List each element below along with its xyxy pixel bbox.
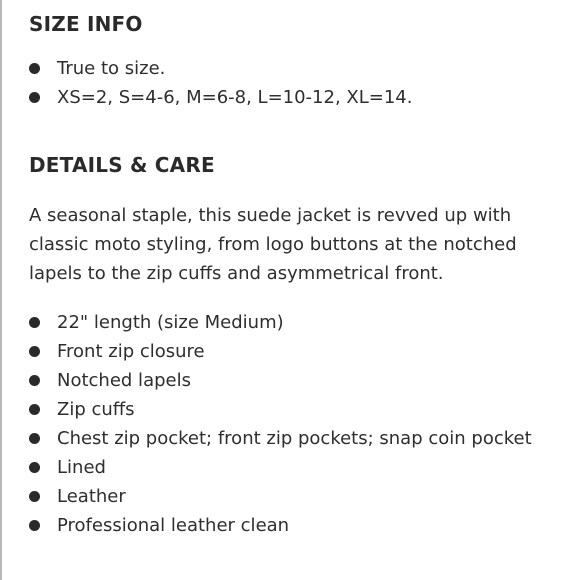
list-item bbox=[29, 453, 562, 482]
size-info-heading: SIZE INFO bbox=[29, 12, 143, 36]
list-item bbox=[29, 424, 562, 453]
list-item bbox=[29, 337, 562, 366]
bullet-icon bbox=[29, 346, 40, 357]
list-item-text: Zip cuffs bbox=[57, 399, 135, 420]
list-item-text: Notched lapels bbox=[57, 370, 191, 391]
bullet-icon bbox=[29, 520, 40, 531]
list-item-text: 22" length (size Medium) bbox=[57, 312, 284, 333]
size-info-list bbox=[29, 54, 562, 112]
bullet-icon bbox=[29, 433, 40, 444]
details-care-list bbox=[29, 308, 562, 540]
bullet-icon bbox=[29, 462, 40, 473]
list-item bbox=[29, 482, 562, 511]
list-item-text: Leather bbox=[57, 486, 126, 507]
list-item bbox=[29, 308, 562, 337]
list-item-text: Front zip closure bbox=[57, 341, 205, 362]
content-area bbox=[29, 6, 562, 540]
list-item bbox=[29, 366, 562, 395]
list-item-text: True to size. bbox=[57, 58, 166, 79]
list-item bbox=[29, 83, 562, 112]
bullet-icon bbox=[29, 92, 40, 103]
left-edge-divider bbox=[0, 0, 2, 580]
list-item bbox=[29, 511, 562, 540]
list-item-text: Chest zip pocket; front zip pockets; snap coin pocket bbox=[57, 428, 532, 449]
list-item-text: Professional leather clean bbox=[57, 515, 290, 536]
bullet-icon bbox=[29, 491, 40, 502]
details-care-heading: DETAILS & CARE bbox=[29, 153, 215, 177]
bullet-icon bbox=[29, 404, 40, 415]
bullet-icon bbox=[29, 63, 40, 74]
list-item bbox=[29, 54, 562, 83]
bullet-icon bbox=[29, 375, 40, 386]
product-description: A seasonal staple, this suede jacket is revved up with classic moto styling, from logo buttons at the notched lapels to the zip cuffs and asymmetrical front. bbox=[29, 205, 517, 284]
list-item-text: XS=2, S=4-6, M=6-8, L=10-12, XL=14. bbox=[57, 87, 413, 108]
bullet-icon bbox=[29, 317, 40, 328]
list-item bbox=[29, 395, 562, 424]
list-item-text: Lined bbox=[57, 457, 106, 478]
